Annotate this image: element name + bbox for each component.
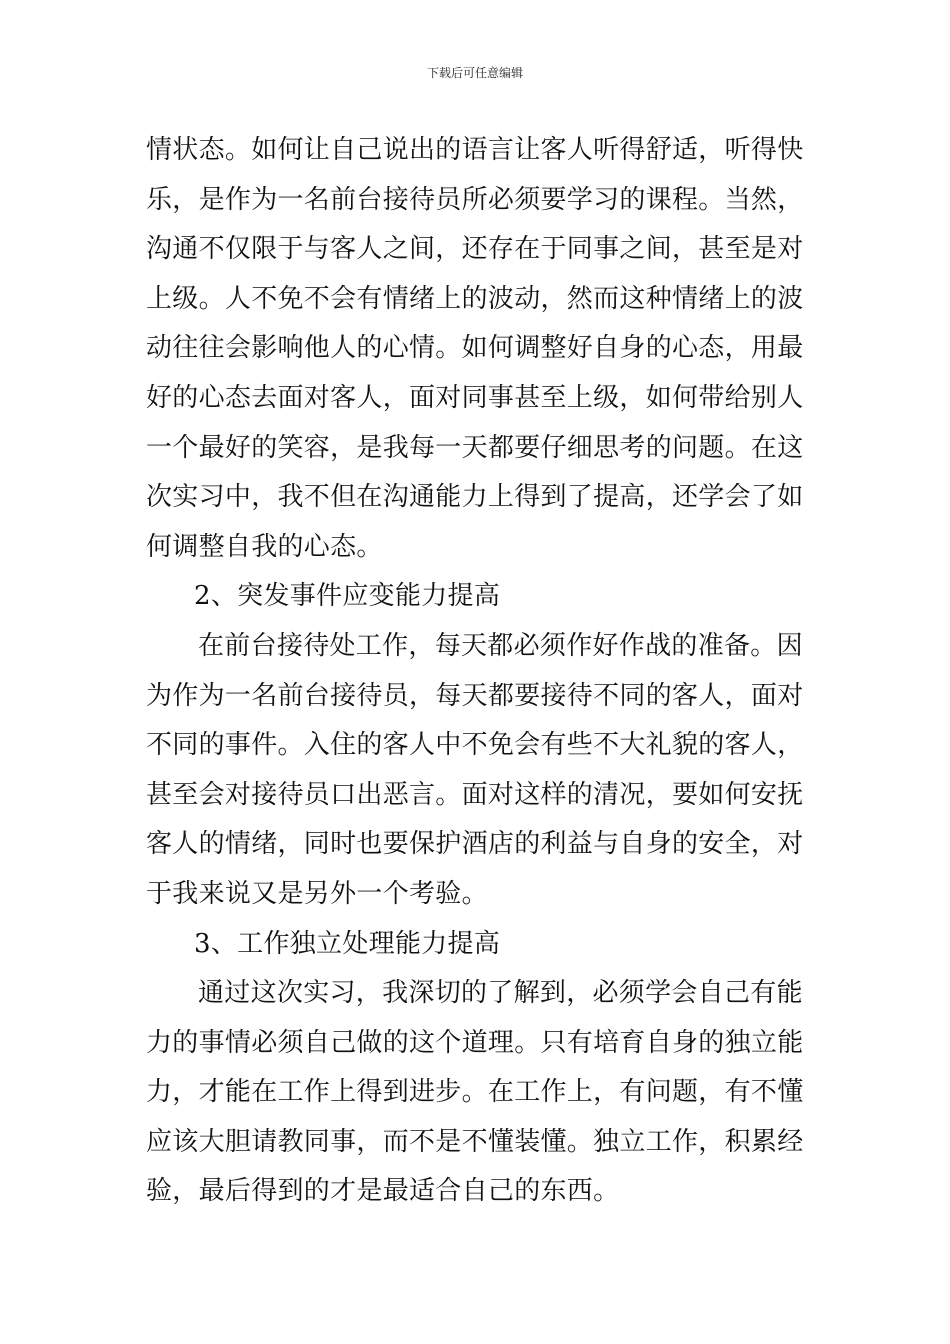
text-line: 情状态。如何让自己说出的语言让客人听得舒适，听得快 xyxy=(146,135,804,165)
text-line: 次实习中，我不但在沟通能力上得到了提高，还学会了如 xyxy=(146,482,804,513)
text-line: 何调整自我的心态。 xyxy=(146,531,383,562)
document-body xyxy=(146,126,811,1217)
text-line: 甚至会对接待员口出恶言。面对这样的清况，要如何安抚 xyxy=(146,779,804,810)
text-line: 验，最后得到的才是最适合自己的东西。 xyxy=(146,1176,620,1207)
text-line: 一个最好的笑容，是我每一天都要仔细思考的问题。在这 xyxy=(146,432,804,463)
text-line: 乐，是作为一名前台接待员所必须要学习的课程。当然， xyxy=(146,184,804,215)
text-line: 力，才能在工作上得到进步。在工作上，有问题，有不懂 xyxy=(146,1077,804,1108)
text-line: 不同的事件。入住的客人中不免会有些不大礼貌的客人， xyxy=(146,730,804,761)
text-line: 应该大胆请教同事，而不是不懂装懂。独立工作，积累经 xyxy=(146,1126,804,1157)
paragraph xyxy=(146,126,811,572)
text-line: 沟通不仅限于与客人之间，还存在于同事之间，甚至是对 xyxy=(146,234,804,265)
text-line: 为作为一名前台接待员，每天都要接待不同的客人，面对 xyxy=(146,680,804,711)
text-line: 动往往会影响他人的心情。如何调整好自身的心态，用最 xyxy=(146,333,804,364)
text-line: 上级。人不免不会有情绪上的波动，然而这种情绪上的波 xyxy=(146,283,804,314)
text-line: 于我来说又是另外一个考验。 xyxy=(146,878,488,909)
page-header: 下载后可任意编辑 xyxy=(426,66,523,80)
paragraph xyxy=(146,969,811,1217)
text-line: 好的心态去面对客人，面对同事甚至上级，如何带给别人 xyxy=(146,382,804,413)
text-line: 在前台接待处工作，每天都必须作好作战的准备。因 xyxy=(198,630,803,661)
section-heading: 2、突发事件应变能力提高 xyxy=(194,581,501,612)
text-line: 客人的情绪，同时也要保护酒店的利益与自身的安全，对 xyxy=(146,829,804,860)
paragraph xyxy=(146,622,811,920)
section-heading: 3、工作独立处理能力提高 xyxy=(194,928,501,959)
text-line: 力的事情必须自己做的这个道理。只有培育自身的独立能 xyxy=(146,1027,804,1058)
text-line: 通过这次实习，我深切的了解到，必须学会自己有能 xyxy=(198,978,803,1009)
